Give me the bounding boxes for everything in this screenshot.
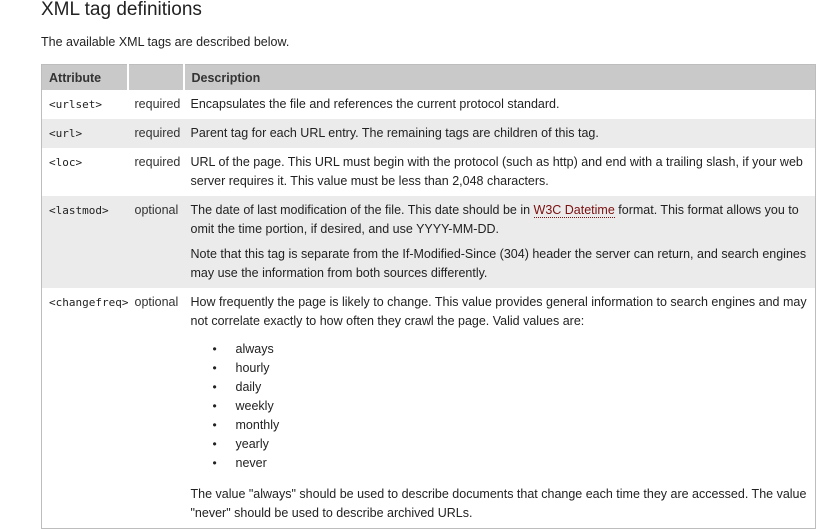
tag-description: Encapsulates the file and references the current protocol standard. bbox=[190, 97, 560, 111]
tag-status: required bbox=[134, 155, 181, 169]
list-item: • weekly bbox=[213, 397, 810, 416]
header-attribute: Attribute bbox=[42, 65, 128, 91]
tag-status: optional bbox=[128, 196, 184, 288]
table-row-changefreq bbox=[42, 288, 816, 529]
tag-description: URL of the page. This URL must begin with the protocol (such as http) and end with a trailing slash, if your web server requires it. This value must be less than 2,048 characters. bbox=[190, 155, 803, 188]
bullet-icon: • bbox=[212, 342, 217, 356]
list-item: • monthly bbox=[213, 416, 810, 435]
bullet-icon: • bbox=[212, 380, 217, 394]
valid-values-list bbox=[191, 340, 810, 473]
tag-status: required bbox=[134, 97, 181, 111]
xml-tags-table bbox=[41, 64, 816, 529]
header-status bbox=[128, 65, 184, 91]
tag-description: How frequently the page is likely to change. This value provides general information to search engines and may not correlate exactly to how often they crawl the page. Valid values are: • always • hourly • daily • weekly • monthly • yearly • never The value "always" should be used to describe documents that change each time they are accessed. The value "never" should be used to describe archived URLs. bbox=[184, 288, 816, 529]
bullet-icon: • bbox=[212, 399, 217, 413]
bullet-icon: • bbox=[212, 437, 217, 451]
list-item: • always bbox=[213, 340, 810, 359]
table-row-loc bbox=[42, 148, 816, 196]
page-title: XML tag definitions bbox=[41, 0, 202, 20]
tag-name: <urlset> bbox=[49, 98, 102, 111]
list-item: • hourly bbox=[213, 359, 810, 378]
tag-status: required bbox=[128, 119, 184, 148]
table-row-urlset bbox=[42, 90, 816, 119]
table-row-lastmod bbox=[42, 196, 816, 288]
tag-name: <loc> bbox=[49, 156, 83, 169]
header-description: Description bbox=[184, 65, 816, 91]
table-header-row bbox=[42, 65, 816, 91]
intro-text: The available XML tags are described below. bbox=[41, 35, 290, 49]
w3c-datetime-link[interactable]: W3C Datetime bbox=[533, 203, 615, 217]
changefreq-note: The value "always" should be used to describe documents that change each time they are accessed. The value "never" should be used to describe archived URLs. bbox=[190, 487, 807, 520]
lastmod-note: Note that this tag is separate from the If-Modified-Since (304) header the server can return, and search engines may use the information from both sources differently. bbox=[190, 247, 807, 280]
tag-name: <lastmod> bbox=[42, 196, 128, 288]
bullet-icon: • bbox=[212, 418, 217, 432]
tag-description: Parent tag for each URL entry. The remaining tags are children of this tag. bbox=[184, 119, 816, 148]
bullet-icon: • bbox=[212, 456, 217, 470]
table-row-url bbox=[42, 119, 816, 148]
tag-description: The date of last modification of the file. This date should be in W3C Datetime format. This format allows you to omit the time portion, if desired, and use YYYY-MM-DD. Note that this tag is separate from the If-Modified-Since (304) header the server can return, and search engines may use the information from both sources differently. bbox=[184, 196, 816, 288]
tag-name: <url> bbox=[42, 119, 128, 148]
list-item: • yearly bbox=[213, 435, 810, 454]
bullet-icon: • bbox=[212, 361, 217, 375]
list-item: • never bbox=[213, 454, 810, 473]
tag-status: optional bbox=[134, 295, 179, 309]
list-item: • daily bbox=[213, 378, 810, 397]
tag-name: <changefreq> bbox=[49, 296, 129, 309]
